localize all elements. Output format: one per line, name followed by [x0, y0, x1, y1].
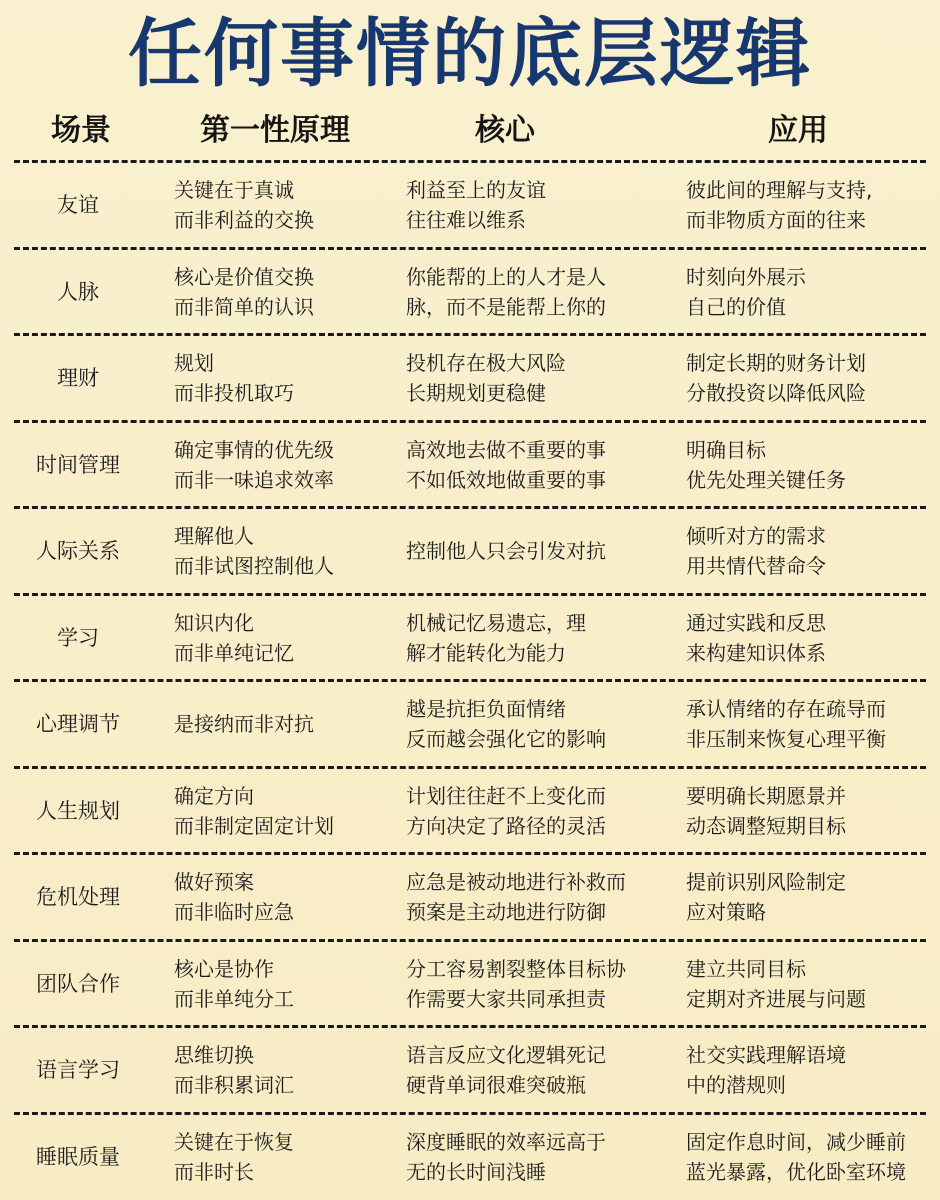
- application-cell-line: 建立共同目标: [686, 956, 806, 981]
- table-row: [14, 509, 926, 593]
- table-row: [14, 769, 926, 853]
- core-cell: [406, 509, 662, 593]
- scene-cell: 时间管理: [36, 452, 120, 477]
- principle-cell-line: 而非利益的交换: [174, 208, 314, 232]
- core-cell-line: 解才能转化为能力: [406, 640, 566, 665]
- core-cell-line: 硬背单词很难突破瓶: [406, 1073, 586, 1097]
- application-cell-line: 分散投资以降低风险: [686, 381, 866, 405]
- table-row: [14, 942, 926, 1026]
- table-row: [14, 336, 926, 420]
- principle-cell-line: 而非投机取巧: [174, 381, 294, 405]
- header-scene: 场景: [51, 113, 111, 148]
- principle-cell: [174, 250, 406, 334]
- table-row: [14, 855, 926, 939]
- application-cell-line: 时刻向外展示: [686, 264, 806, 289]
- core-cell-line: 利益至上的友谊: [406, 178, 546, 202]
- principle-cell-line: 核心是价值交换: [174, 264, 314, 289]
- core-cell-line: 方向决定了路径的灵活: [406, 813, 606, 838]
- application-cell-line: 应对策略: [686, 900, 766, 924]
- scene-cell: 语言学习: [36, 1058, 120, 1082]
- application-cell-line: 社交实践理解语境: [686, 1043, 846, 1067]
- application-cell: [686, 855, 922, 939]
- application-cell-line: 明确目标: [686, 437, 766, 462]
- header-core: 核心: [475, 113, 535, 148]
- principle-cell: [174, 942, 406, 1026]
- principle-cell-line: 而非积累词汇: [174, 1073, 294, 1097]
- application-cell-line: 要明确长期愿景并: [686, 783, 846, 808]
- core-cell-line: 分工容易割裂整体目标协: [406, 956, 626, 981]
- application-cell-line: 承认情绪的存在疏导而: [686, 697, 886, 721]
- core-cell: [406, 163, 662, 247]
- table-row: [14, 1028, 926, 1112]
- principle-cell-line: 而非时长: [174, 1159, 254, 1184]
- table-row: [14, 250, 926, 334]
- application-cell: [686, 250, 922, 334]
- application-cell: [686, 1028, 922, 1112]
- core-cell-line: 深度睡眠的效率远高于: [406, 1129, 606, 1154]
- application-cell: [686, 682, 922, 766]
- application-cell-line: 蓝光暴露，优化卧室环境: [686, 1159, 906, 1184]
- principle-cell-line: 做好预案: [174, 870, 254, 894]
- core-cell: [406, 596, 662, 680]
- application-cell-line: 定期对齐进展与问题: [686, 986, 866, 1011]
- scene-cell: 人生规划: [36, 798, 120, 823]
- principle-cell-line: 关键在于恢复: [174, 1129, 294, 1154]
- header-application: 应用: [768, 113, 828, 148]
- core-cell-line: 往往难以维系: [406, 208, 526, 232]
- core-cell-line: 投机存在极大风险: [406, 351, 566, 375]
- scene-cell: 人脉: [57, 279, 99, 304]
- application-cell-line: 彼此间的理解与支持,: [686, 178, 873, 202]
- principle-cell: [174, 769, 406, 853]
- core-cell: [406, 1115, 662, 1199]
- core-cell-line: 不如低效地做重要的事: [406, 467, 606, 492]
- scene-cell: 心理调节: [36, 712, 120, 736]
- application-cell-line: 中的潜规则: [686, 1073, 786, 1097]
- principle-cell-line: 而非一味追求效率: [174, 467, 334, 492]
- core-cell-line: 语言反应文化逻辑死记: [406, 1043, 606, 1067]
- header-principle: 第一性原理: [200, 113, 350, 148]
- principle-cell: [174, 163, 406, 247]
- principle-cell: [174, 855, 406, 939]
- principle-cell-line: 而非单纯记忆: [174, 640, 294, 665]
- principle-cell-line: 是接纳而非对抗: [174, 712, 314, 736]
- principle-cell-line: 理解他人: [174, 524, 254, 548]
- application-cell-line: 动态调整短期目标: [686, 813, 846, 838]
- application-cell: [686, 769, 922, 853]
- principle-cell: [174, 509, 406, 593]
- application-cell: [686, 942, 922, 1026]
- application-cell-line: 固定作息时间，减少睡前: [686, 1129, 906, 1154]
- principle-cell: [174, 1028, 406, 1112]
- application-cell-line: 来构建知识体系: [686, 640, 826, 665]
- page-title: 任何事情的底层逻辑: [128, 11, 812, 97]
- scene-cell: 危机处理: [36, 885, 120, 909]
- scene-cell: 友谊: [57, 193, 99, 217]
- table-row: [14, 682, 926, 766]
- principle-cell-line: 确定方向: [174, 783, 254, 808]
- core-cell: [406, 250, 662, 334]
- table-row: [14, 163, 926, 247]
- application-cell-line: 优先处理关键任务: [686, 467, 846, 492]
- principle-cell-line: 而非制定固定计划: [174, 813, 334, 838]
- scene-cell: 团队合作: [36, 971, 120, 996]
- core-cell-line: 无的长时间浅睡: [406, 1159, 546, 1184]
- application-cell-line: 而非物质方面的往来: [686, 208, 866, 232]
- application-cell: [686, 336, 922, 420]
- scene-cell: 学习: [57, 625, 99, 650]
- principle-cell-line: 而非简单的认识: [174, 294, 314, 319]
- core-cell-line: 你能帮的上的人才是人: [406, 264, 606, 289]
- application-cell: [686, 163, 922, 247]
- principle-cell-line: 而非临时应急: [174, 900, 294, 924]
- core-cell-line: 机械记忆易遗忘，理: [406, 610, 586, 635]
- core-cell-line: 越是抗拒负面情绪: [406, 697, 566, 721]
- scene-cell: 睡眠质量: [36, 1144, 120, 1169]
- table-row: [14, 1115, 926, 1199]
- core-cell: [406, 1028, 662, 1112]
- principle-cell-line: 知识内化: [174, 610, 254, 635]
- core-cell-line: 作需要大家共同承担责: [406, 986, 606, 1011]
- core-cell: [406, 336, 662, 420]
- core-cell: [406, 769, 662, 853]
- application-cell-line: 用共情代替命令: [686, 554, 826, 578]
- core-cell-line: 控制他人只会引发对抗: [406, 539, 606, 563]
- application-cell: [686, 1115, 922, 1199]
- core-cell-line: 预案是主动地进行防御: [406, 900, 606, 924]
- principle-cell-line: 确定事情的优先级: [174, 437, 334, 462]
- principle-cell-line: 关键在于真诚: [174, 178, 294, 202]
- core-cell: [406, 855, 662, 939]
- scene-cell: 人际关系: [36, 539, 120, 563]
- core-cell: [406, 942, 662, 1026]
- principle-cell-line: 核心是协作: [174, 956, 274, 981]
- scene-cell: 理财: [57, 366, 99, 390]
- principle-cell: [174, 1115, 406, 1199]
- core-cell-line: 长期规划更稳健: [406, 381, 546, 405]
- principle-cell-line: 规划: [174, 351, 214, 375]
- application-cell-line: 自己的价值: [686, 294, 786, 319]
- application-cell-line: 倾听对方的需求: [686, 524, 826, 548]
- principle-cell: [174, 682, 406, 766]
- table-row: [14, 423, 926, 507]
- application-cell-line: 通过实践和反思: [686, 610, 826, 635]
- principle-cell: [174, 423, 406, 507]
- table-header: [14, 106, 926, 156]
- application-cell: [686, 596, 922, 680]
- table-row: [14, 596, 926, 680]
- application-cell-line: 提前识别风险制定: [686, 870, 846, 894]
- core-cell: [406, 423, 662, 507]
- principle-cell-line: 思维切换: [174, 1043, 254, 1067]
- application-cell-line: 制定长期的财务计划: [686, 351, 866, 375]
- core-cell-line: 应急是被动地进行补救而: [406, 870, 626, 894]
- principle-cell-line: 而非试图控制他人: [174, 554, 334, 578]
- application-cell: [686, 423, 922, 507]
- principle-cell-line: 而非单纯分工: [174, 986, 294, 1011]
- principle-cell: [174, 596, 406, 680]
- core-cell: [406, 682, 662, 766]
- principle-cell: [174, 336, 406, 420]
- application-cell-line: 非压制来恢复心理平衡: [686, 727, 886, 751]
- core-cell-line: 反而越会强化它的影响: [406, 727, 606, 751]
- core-cell-line: 脉，而不是能帮上你的: [406, 294, 606, 319]
- core-cell-line: 计划往往赶不上变化而: [406, 783, 606, 808]
- core-cell-line: 高效地去做不重要的事: [406, 437, 606, 462]
- application-cell: [686, 509, 922, 593]
